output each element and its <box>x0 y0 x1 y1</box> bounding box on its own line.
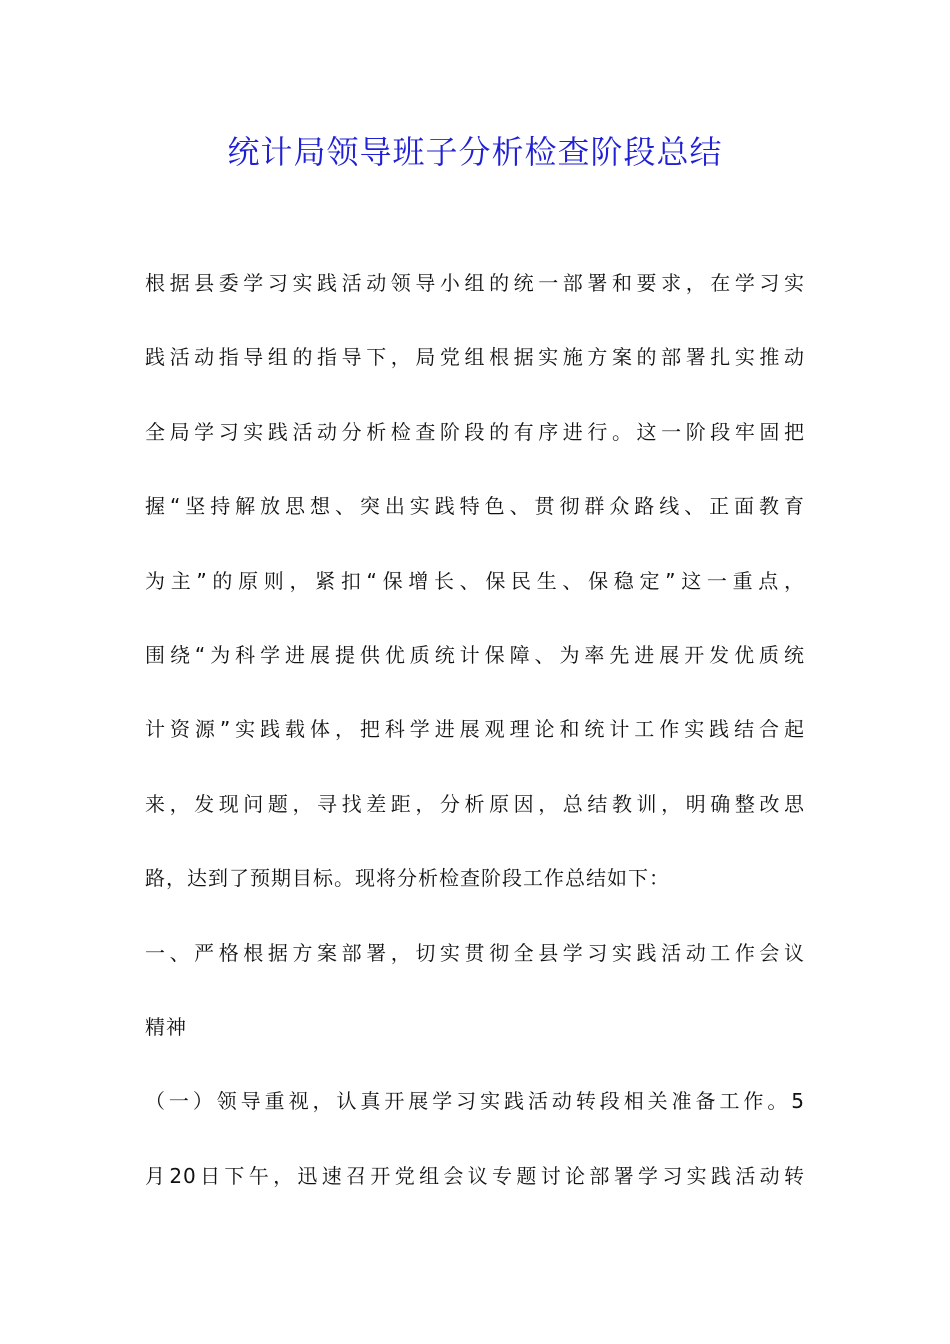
document-body <box>145 263 805 1230</box>
body-line: 围绕“为科学进展提供优质统计保障、为率先进展开发优质统 <box>145 642 805 667</box>
body-line: 来，发现问题，寻找差距，分析原因，总结教训，明确整改思 <box>145 791 805 816</box>
body-line: 握“坚持解放思想、突出实践特色、贯彻群众路线、正面教育 <box>145 494 805 519</box>
body-line: 为主”的原则，紧扣“保增长、保民生、保稳定”这一重点， <box>145 568 805 593</box>
body-line: 路，达到了预期目标。现将分析检查阶段工作总结如下： <box>145 866 670 891</box>
body-line: 计资源”实践载体，把科学进展观理论和统计工作实践结合起 <box>145 717 805 742</box>
body-line: 根据县委学习实践活动领导小组的统一部署和要求，在学习实 <box>145 271 805 295</box>
section-heading-line: 精神 <box>145 1014 187 1039</box>
body-line: 践活动指导组的指导下，局党组根据实施方案的部署扎实推动 <box>145 345 805 370</box>
subsection-line: （一）领导重视，认真开展学习实践活动转段相关准备工作。5 <box>145 1089 805 1114</box>
section-heading-line: 一、严格根据方案部署，切实贯彻全县学习实践活动工作会议 <box>145 940 805 965</box>
body-line: 全局学习实践活动分析检查阶段的有序进行。这一阶段牢固把 <box>145 419 805 444</box>
document-title: 统计局领导班子分析检查阶段总结 <box>227 133 723 171</box>
body-line: 月20日下午，迅速召开党组会议专题讨论部署学习实践活动转 <box>145 1163 805 1188</box>
